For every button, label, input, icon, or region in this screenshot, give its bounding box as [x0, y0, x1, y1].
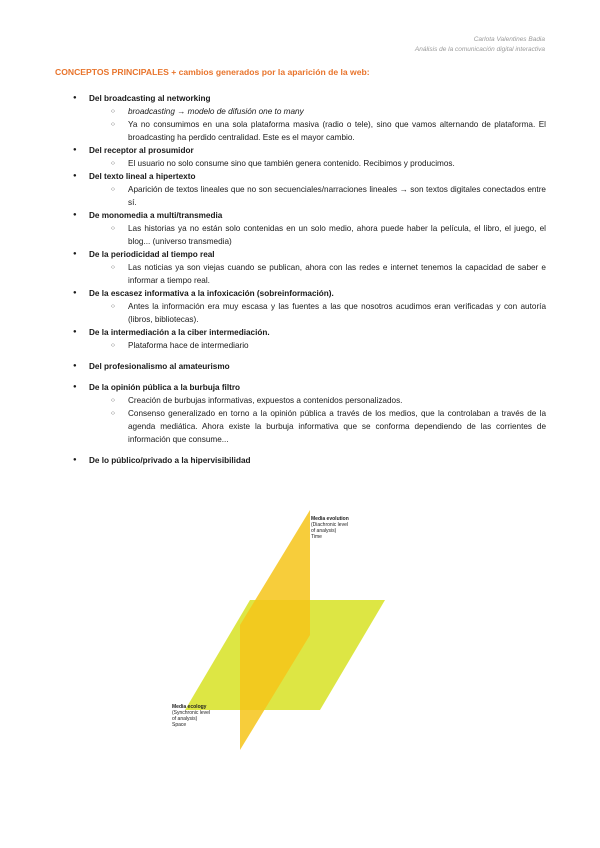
- list-item-title: ● De la intermediación a la ciber intermediación.: [55, 326, 546, 339]
- list-item-title: ● De monomedia a multi/transmedia: [55, 209, 546, 222]
- list-item-title: ● Del profesionalismo al amateurismo: [55, 360, 546, 373]
- header-author: Carlota Valentines Badia: [473, 36, 545, 43]
- vertical-plane: [240, 510, 310, 750]
- media-ecology-label: Media ecology (Synchronic level of analysis) Space: [172, 704, 211, 728]
- list-item-title: ● De lo público/privado a la hipervisibilidad: [55, 454, 546, 467]
- list-subitem: ○ Aparición de textos lineales que no son secuenciales/narraciones lineales → son textos digitales conectados entre sí.: [55, 183, 546, 209]
- list-subitem: ○ Plataforma hace de intermediario: [55, 339, 546, 352]
- list-subitem: ○ Creación de burbujas informativas, expuestos a contenidos personalizados.: [55, 394, 546, 407]
- list-item-title: ● Del broadcasting al networking: [55, 92, 546, 105]
- list-item-title: ● De la opinión pública a la burbuja filtro: [55, 381, 546, 394]
- list-item-title: ● Del receptor al prosumidor: [55, 144, 546, 157]
- media-evolution-label: Media evolution (Diachronic level of analysis) Time: [311, 516, 349, 540]
- list-subitem: ○ Las noticias ya son viejas cuando se publican, ahora con las redes e internet tenemos la capacidad de saber e informar a tiempo real.: [55, 261, 546, 287]
- list-subitem: ○ Ya no consumimos en una sola plataforma masiva (radio o tele), sino que vamos alternando de plataforma. El broadcasting ha perdido centralidad. Este es el mayor cambio.: [55, 118, 546, 144]
- list-item-title: ● Del texto lineal a hipertexto: [55, 170, 546, 183]
- concept-list: [55, 92, 546, 467]
- list-subitem: ○ Consenso generalizado en torno a la opinión pública a través de los medios, que la controlaban a través de la agenda mediática. Ahora existe la burbuja informativa que se conforma dependiendo de las corrientes de información que consume...: [55, 407, 546, 446]
- list-subitem: ○ El usuario no solo consume sino que también genera contenido. Recibimos y producimos.: [55, 157, 546, 170]
- header-course: Análisis de la comunicación digital interactiva: [414, 46, 545, 53]
- list-subitem: ○ broadcasting → modelo de difusión one to many: [55, 105, 546, 118]
- list-subitem: ○ Las historias ya no están solo contenidas en un solo medio, ahora puede haber la película, el libro, el juego, el blog... (universo transmedia): [55, 222, 546, 248]
- list-item-title: ● De la escasez informativa a la infoxicación (sobreinformación).: [55, 287, 546, 300]
- list-item-title: ● De la periodicidad al tiempo real: [55, 248, 546, 261]
- media-diagram: [170, 510, 385, 750]
- section-title: CONCEPTOS PRINCIPALES + cambios generados por la aparición de la web:: [55, 67, 370, 77]
- list-subitem: ○ Antes la información era muy escasa y las fuentes a las que nosotros acudimos eran verificadas y con autoría (libros, bibliotecas).: [55, 300, 546, 326]
